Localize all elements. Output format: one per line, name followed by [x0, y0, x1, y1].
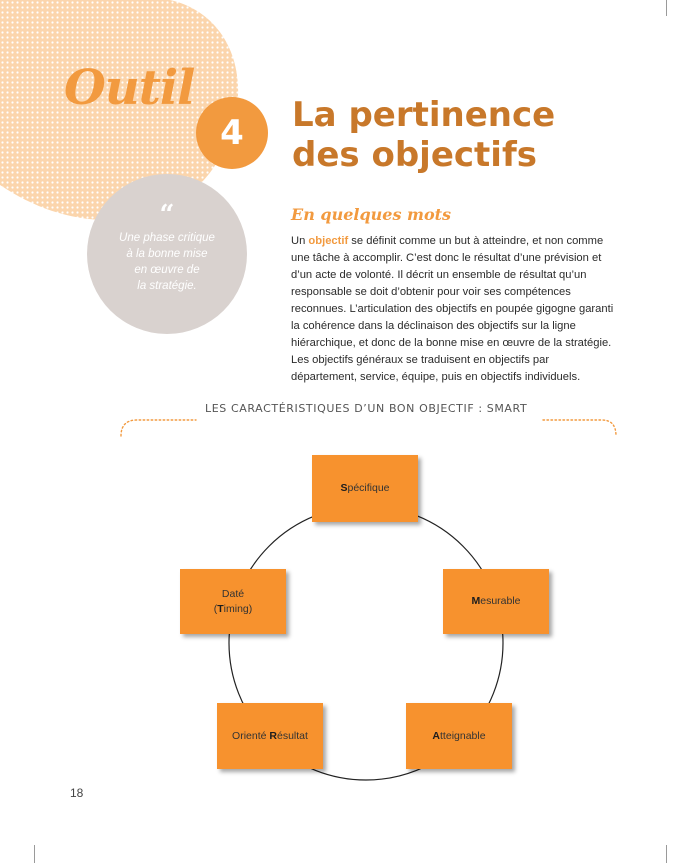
smart-box-label	[340, 481, 389, 496]
text-run: iming)	[223, 602, 253, 615]
smart-letter: R	[269, 729, 277, 742]
smart-box-label	[232, 729, 308, 744]
smart-letter: T	[217, 602, 224, 615]
text-run: ésultat	[277, 729, 308, 742]
text-run: (	[213, 602, 218, 615]
smart-box-date-timing	[180, 569, 286, 634]
quote-line: à la bonne mise	[126, 248, 208, 260]
intro-paragraph: Les objectifs généraux se traduisent en objectifs par département, service, équipe, puis en objectifs individuels.	[291, 354, 581, 383]
smart-letter: S	[340, 482, 348, 494]
page-title-line2: des objectifs	[292, 135, 537, 175]
smart-section-title: LES CARACTÉRISTIQUES D’UN BON OBJECTIF : SMART	[205, 402, 528, 415]
quote-mark-icon: “	[159, 200, 175, 230]
quote-line: la stratégie.	[137, 280, 197, 292]
smart-box-specifique	[312, 455, 418, 522]
quote-line: Une phase critique	[119, 232, 215, 244]
text-run: pécifique	[347, 482, 390, 494]
tool-number-badge: 4	[196, 97, 268, 169]
text-run: esurable	[480, 595, 521, 607]
text-run	[214, 602, 253, 617]
page-number: 18	[70, 786, 84, 800]
smart-box-label	[432, 729, 485, 744]
tool-label: Outil	[64, 60, 195, 116]
section-heading-intro: En quelques mots	[291, 205, 452, 224]
smart-box-mesurable	[443, 569, 549, 634]
smart-letter: M	[471, 595, 481, 607]
text-run: Orienté	[232, 729, 270, 742]
text-run: Un	[291, 235, 309, 247]
highlight-term: objectif	[308, 235, 349, 247]
smart-box-label	[214, 587, 253, 617]
smart-box-label	[471, 594, 520, 609]
text-run: tteignable	[440, 729, 486, 742]
smart-letter: A	[432, 729, 441, 742]
quote-line: en œuvre de	[134, 264, 200, 276]
smart-box-oriente-resultat	[217, 703, 323, 769]
text-run: Daté	[221, 587, 245, 600]
text-run: se définit comme un but à atteindre, et non comme une tâche à accomplir. C’est donc le résultat d’une prévision et d’un acte de volonté. Il décrit un ensemble de résultat qu’un responsable se doit d’obtenir pour voir ses compétences reconnues. L’articulation des objectifs en poupée gigogne garanti la cohérence dans la déclinaison des objectifs sur la ligne hiérarchique, et donc de la bonne mise en œuvre de la stratégie.	[291, 235, 614, 349]
smart-box-atteignable	[406, 703, 512, 769]
page-title-line1: La pertinence	[292, 95, 556, 135]
